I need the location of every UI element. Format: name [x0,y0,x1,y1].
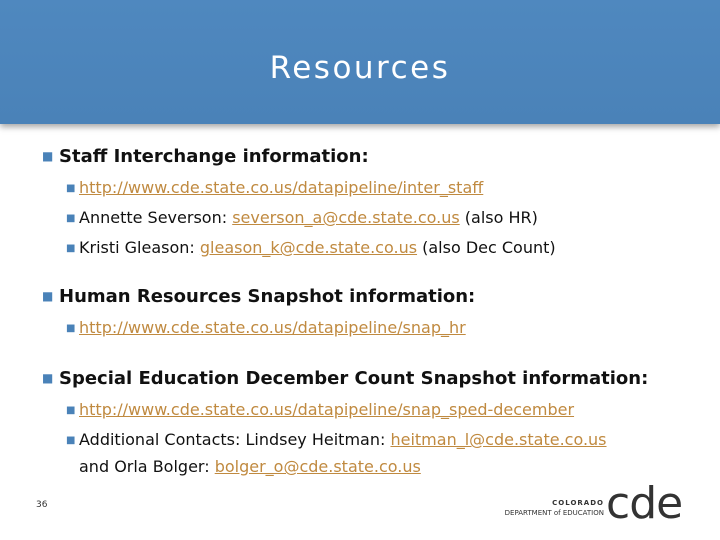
email-link-gleason[interactable]: gleason_k@cde.state.co.us [199,238,418,257]
page-number: 36 [36,500,48,510]
title-banner [0,0,720,124]
square-bullet-icon: ■ [66,213,76,224]
square-bullet-icon: ■ [42,149,54,163]
cde-logo [488,478,698,529]
snap-hr-link[interactable]: http://www.cde.state.co.us/datapipeline/snap_hr [79,318,466,337]
list-item-continuation: and Orla Bolger: bolger_o@cde.state.co.us [79,457,421,476]
slide-title: Resources [269,50,451,86]
logo-wordmark: COLORADO DEPARTMENT of EDUCATION [504,499,604,517]
square-bullet-icon: ■ [42,371,54,385]
email-link-heitman[interactable]: heitman_l@cde.state.co.us [390,430,607,449]
square-bullet-icon: ■ [66,323,76,334]
square-bullet-icon: ■ [66,243,76,254]
square-bullet-icon: ■ [66,405,76,416]
email-link-severson[interactable]: severson_a@cde.state.co.us [232,208,460,227]
list-item: ■ Annette Severson: severson_a@cde.state.co.us (also HR) [66,208,538,227]
square-bullet-icon: ■ [66,435,76,446]
section-heading: ■ Human Resources Snapshot information: [42,286,476,307]
list-item: ■ Kristi Gleason: gleason_k@cde.state.co.us (also Dec Count) [66,238,556,257]
list-item: ■ Additional Contacts: Lindsey Heitman: heitman_l@cde.state.co.us [66,430,607,449]
inter-staff-link[interactable]: http://www.cde.state.co.us/datapipeline/inter_staff [79,178,484,197]
cde-logo-mark: cde [606,478,683,529]
section-heading: ■ Special Education December Count Snapshot information: [42,368,649,389]
list-item [66,400,574,419]
list-item [66,318,466,337]
email-link-bolger[interactable]: bolger_o@cde.state.co.us [214,457,421,476]
section-heading: ■ Staff Interchange information: [42,146,369,167]
list-item [66,178,483,197]
snap-sped-december-link[interactable]: http://www.cde.state.co.us/datapipeline/snap_sped-december [79,400,575,419]
square-bullet-icon: ■ [42,289,54,303]
square-bullet-icon: ■ [66,183,76,194]
